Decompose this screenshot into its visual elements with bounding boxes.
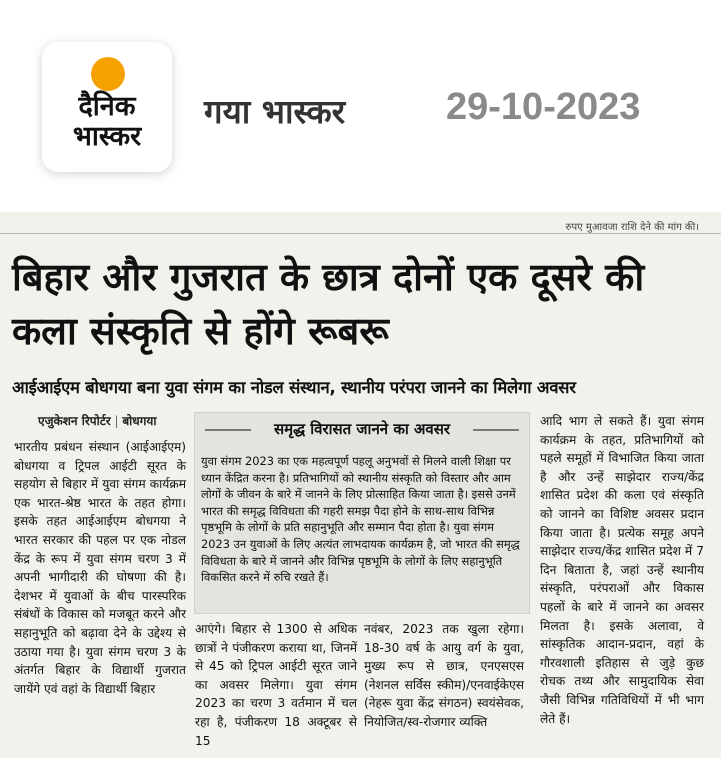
article-headline: बिहार और गुजरात के छात्र दोनों एक दूसरे की कला संस्कृति से होंगे रूबरू bbox=[12, 255, 645, 353]
article-column-middle-2: नवंबर, 2023 तक खुला रहेगा। 18-30 वर्ष के आयु वर्ग के युवा, मुख्य रूप से छात्र, एनएसएस (नेशनल सर्विस स्कीम)/एनवाईकेएस (नेहरू युवा केंद्र संगठन) स्वयंसेवक, नियोजित/स्व-रोजगार व्यक्ति bbox=[364, 622, 524, 729]
article-column-right: आदि भाग ले सकते हैं। युवा संगम कार्यक्रम के तहत, प्रतिभागियों को पहले समूहों में विभाजित किया जाता है और उन्हें साझेदार राज्य/केंद्र शासित प्रदेश की कला एवं संस्कृति को जानने का विशिष्ट अवसर प्रदान किया जाता है। प्रत्येक समूह अपने साझेदार राज्य/केंद्र शासित प्रदेश में 7 दिन बिताता है, जहां उन्हें स्थानीय संस्कृति, परंपराओं और विकास पहलों के बारे में जानने का अवसर मिलता है। इसके अलावा, वे सांस्कृतिक आदान-प्रदान, वहां के गौरवशाली इतिहास से जुड़े कुछ रोचक तथ्य और सामुदायिक सेवा जैसी विभिन्न गतिविधियों में भी भाग लेते हैं। bbox=[540, 414, 704, 726]
divider bbox=[0, 233, 721, 234]
logo-text-line1: दैनिक bbox=[78, 91, 136, 122]
byline bbox=[38, 412, 157, 429]
edition-title: गया भास्कर bbox=[204, 92, 346, 131]
sidebar-box bbox=[194, 412, 530, 614]
previous-article-snippet: रुपए मुआवजा राशि देने की मांग की। bbox=[565, 222, 699, 233]
publication-date: 29-10-2023 bbox=[446, 86, 641, 128]
logo-text-line2: भास्कर bbox=[72, 121, 142, 152]
article-column-middle-1: आएंगे। बिहार से 1300 से अधिक छात्रों ने पंजीकरण कराया था, जिनमें से 45 को ट्रिपल आईटी सूरत जाने का अवसर मिलेगा। युवा संगम 2023 का चरण 3 वर्तमान में चल रहा है, पंजीकरण 18 अक्टूबर से 15 bbox=[195, 622, 357, 748]
dainik-bhaskar-logo bbox=[42, 42, 172, 172]
sidebar-box-text: युवा संगम 2023 का एक महत्वपूर्ण पहलू अनुभवों से मिलने वाली शिक्षा पर ध्यान केंद्रित करना है। प्रतिभागियों को स्थानीय संस्कृति को विस्तार और आम लोगों के जीवन के बारे में जानने के लिए प्रोत्साहित किया जाता है। इससे उनमें भारत की समृद्ध विविधता की गहरी समझ पैदा होने के साथ-साथ विभिन्न पृष्ठभूमि के लोगों के प्रति सहानुभूति और सम्मान पैदा होता है। युवा संगम 2023 उन युवाओं के लिए अत्यंत लाभदायक कार्यक्रम है, जो भारत की समृद्ध विविधता के बारे में जानने और विभिन्न पृष्ठभूमि के लोगों के लिए सहानुभूति विकसित करने में रुचि रखते हैं। bbox=[201, 454, 520, 585]
byline-location: बोधगया bbox=[122, 414, 157, 428]
article-column-left: भारतीय प्रबंधन संस्थान (आईआईएम) बोधगया व ट्रिपल आईटी सूरत के सहयोग से बिहार में युवा संगम कार्यक्रम एक भारत-श्रेष्ठ भारत के तहत होगा। इसके तहत आईआईएम बोधगया ने भारत सरकार की पहल पर एक नोडल केंद्र के रूप में युवा संगम चरण 3 में अपनी भागीदारी की घोषणा की है। देशभर में युवाओं के बीच पारस्परिक संबंधों के विकास को मजबूत करने और सहानुभूति को बढ़ावा देने के उद्देश्य से उठाया गया है। युवा संगम चरण 3 के अंतर्गत बिहार के विद्यार्थी गुजरात जायेंगे एवं वहां के विद्यार्थी बिहार bbox=[14, 440, 186, 696]
byline-separator: | bbox=[110, 414, 123, 428]
byline-reporter: एजुकेशन रिपोर्टर bbox=[38, 414, 111, 428]
sidebar-box-title: समृद्ध विरासत जानने का अवसर bbox=[273, 420, 451, 438]
sun-icon bbox=[91, 57, 125, 91]
newspaper-clipping bbox=[0, 212, 721, 758]
article-subheadline: आईआईएम बोधगया बना युवा संगम का नोडल संस्थान, स्थानीय परंपरा जानने का मिलेगा अवसर bbox=[12, 378, 576, 397]
box-title-rule-right bbox=[473, 429, 519, 431]
page-header bbox=[0, 0, 721, 205]
